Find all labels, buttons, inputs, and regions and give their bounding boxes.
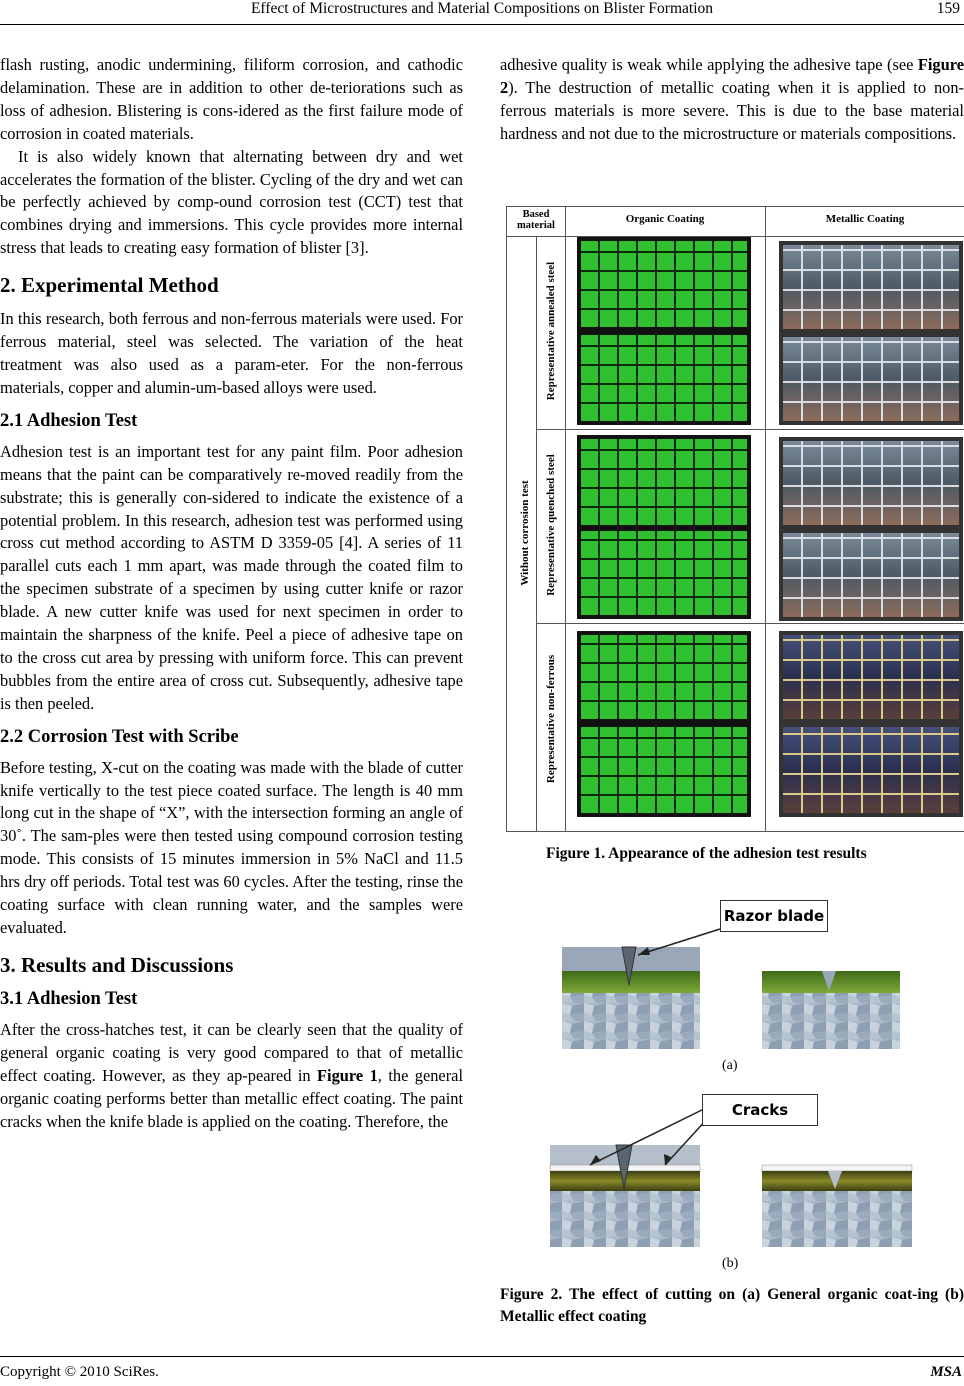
paragraph: Before testing, X-cut on the coating was made with the blade of cutter knife vertically to the test piece coated surface. The length is 40 mm long cut in the shape of “X”, with the intersection forming an angle of 30˚. The sam-ples were then tested using compound corrosion testing mode. This consists of 15 minutes immersion in 5% NaCl and 11.5 hrs dry off periods. Total test was 60 cycles. After the testing, rinse the coating surface with clean running water, and the samples were evaluated. bbox=[0, 757, 463, 937]
figure-2-caption: Figure 2. The effect of cutting on (a) General organic coat-ing (b) Metallic effect coating bbox=[500, 1286, 964, 1325]
organic-quenched-top bbox=[577, 435, 751, 529]
subsection-heading: 3.1 Adhesion Test bbox=[0, 988, 138, 1009]
callout-cracks: Cracks bbox=[702, 1094, 818, 1126]
figure-reference[interactable]: Figure 2 bbox=[500, 55, 964, 97]
figure-reference[interactable]: Figure 1 bbox=[317, 1065, 378, 1085]
page-header bbox=[0, 0, 964, 22]
subsection-heading: 2.1 Adhesion Test bbox=[0, 410, 138, 431]
header-metallic-coating: Metallic Coating bbox=[825, 213, 905, 225]
organic-quenched-bottom bbox=[577, 527, 751, 619]
journal-name: MSA bbox=[930, 1364, 962, 1380]
organic-nonferrous-bottom bbox=[577, 723, 751, 817]
figure-2b-label: (b) bbox=[722, 1256, 739, 1271]
section-heading: 3. Results and Discussions bbox=[0, 952, 234, 977]
right-column bbox=[500, 54, 964, 146]
figure-1-caption: Figure 1. Appearance of the adhesion test results bbox=[546, 845, 867, 862]
organic-annealed-bottom bbox=[577, 331, 751, 425]
row-label-nonferrous: Representative non-ferrous bbox=[545, 654, 557, 784]
subsection-heading: 2.2 Corrosion Test with Scribe bbox=[0, 726, 239, 747]
left-column bbox=[0, 54, 463, 1133]
metallic-quenched-top bbox=[779, 437, 963, 529]
metallic-nonferrous-top bbox=[779, 631, 963, 723]
metallic-quenched-bottom bbox=[779, 529, 963, 621]
figure-1-table bbox=[506, 206, 964, 832]
figure-2a-label: (a) bbox=[722, 1058, 738, 1073]
paragraph: Adhesion test is an important test for any paint film. Poor adhesion means that the paint can be comparatively re-moved readily from the substrate; this is generally con-sidered to indicate the existence of a potential problem. In this research, adhesion test was performed using cross cut method according to ASTM D 3359-05 [4]. A series of 11 parallel cuts each 1 mm apart, was made through the coated film to the specimen substrate of a specimen by using cutter knife or razor blade. A new cutter knife was used for next specimen in order to maintain the sharpness of the knife. Peel a piece of adhesive tape on to the cross cut area by pressing with uniform force. This can prevent bubbles from the entire area of cross cut. Subsequently, adhesive tape is then peeled. bbox=[0, 441, 463, 713]
paragraph: adhesive quality is weak while applying the adhesive tape (see Figure 2). The destruction of metallic coating when it is applied to non-ferrous materials is more severe. This is due to the base material hardness and not due to the microstructure or materials compositions. bbox=[500, 55, 964, 143]
page-number: 159 bbox=[936, 0, 960, 17]
running-title: Effect of Microstructures and Material Compositions on Blister Formation bbox=[250, 0, 714, 17]
section-heading: 2. Experimental Method bbox=[0, 273, 219, 298]
header-organic-coating: Organic Coating bbox=[625, 213, 705, 225]
metallic-nonferrous-bottom bbox=[779, 723, 963, 817]
metallic-annealed-bottom bbox=[779, 333, 963, 425]
header-based-material: Based material bbox=[517, 209, 555, 231]
row-label-quenched: Representative quenched steel bbox=[545, 454, 557, 596]
paragraph: After the cross-hatches test, it can be clearly seen that the quality of general organic coating is very good compared to that of metallic effect coating. However, as they ap-peared in Figure 1, the general organic coating performs better than metallic effect coating. The paint cracks when the knife blade is applied on the coating. Therefore, the bbox=[0, 1019, 463, 1131]
callout-razor-blade: Razor blade bbox=[720, 900, 828, 932]
row-label-annealed: Representative annealed steel bbox=[545, 261, 557, 401]
header-rule bbox=[0, 24, 964, 25]
footer-rule bbox=[0, 1356, 964, 1357]
paragraph: It is also widely known that alternating between dry and wet accelerates the formation of the blister. Cycling of the dry and wet can be perfectly achieved by comp-ound corrosion test (CCT) test that combines drying and immersions. This cycle provides more internal stress that leads to creating easy formation of blister [3]. bbox=[0, 146, 463, 258]
figure-1-header bbox=[507, 207, 964, 237]
substrate-layer bbox=[562, 993, 700, 1049]
organic-annealed-top bbox=[577, 237, 751, 331]
metallic-annealed-top bbox=[779, 241, 963, 333]
paragraph: flash rusting, anodic undermining, filiform corrosion, and cathodic delamination. These are in addition to other de-teriorations such as loss of adhesion. Blistering is cons-idered as the first failure mode of corrosion in coated materials. bbox=[0, 55, 463, 143]
copyright: Copyright © 2010 SciRes. bbox=[0, 1364, 159, 1380]
organic-nonferrous-top bbox=[577, 631, 751, 723]
row-group-label: Without corrosion test bbox=[519, 480, 531, 586]
paragraph: In this research, both ferrous and non-ferrous materials were used. For ferrous material, steel was selected. The variation of the heat treatment was also used as a param-eter. For the non-ferrous materials, copper and alumin-um-based alloys were used. bbox=[0, 309, 463, 397]
